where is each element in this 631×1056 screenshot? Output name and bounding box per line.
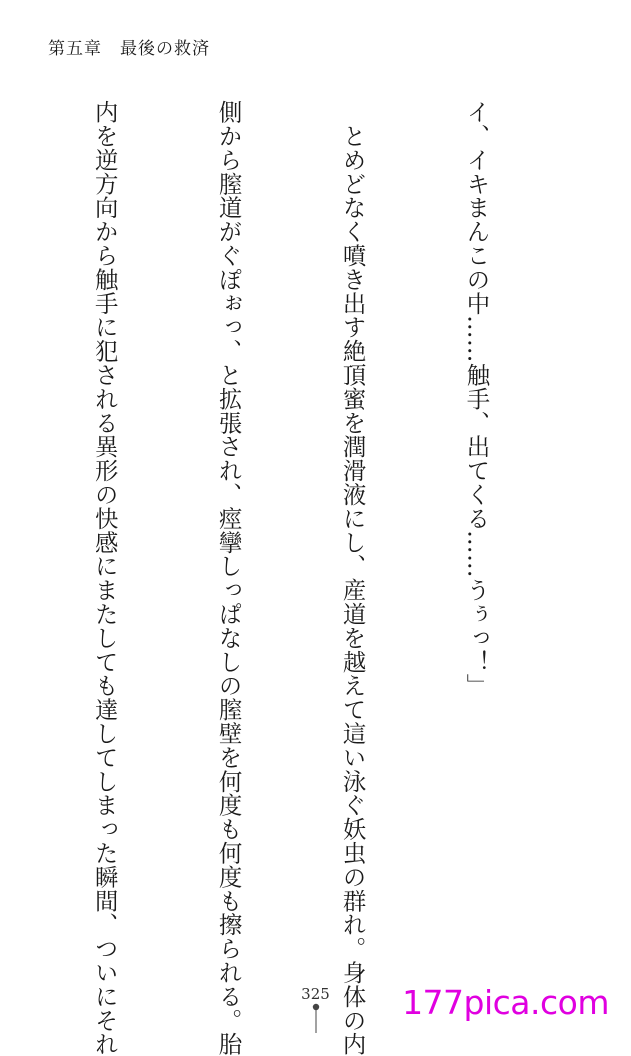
- page-marker-icon: [312, 1003, 320, 1033]
- text-line: 内を逆方向から触手に犯される異形の快感にまたしても達してしまった瞬間、ついにそれ: [90, 100, 119, 1056]
- text-line: [0, 100, 1, 950]
- page-number: 325: [301, 985, 330, 1003]
- text-line: 側から膣道がぐぽぉっ、と拡張され、痙攣しっぱなしの膣壁を何度も何度も擦られる。胎: [214, 100, 243, 1056]
- text-line: イ、イキまんこの中……触手、出てくる……うぅっ！」: [462, 100, 491, 698]
- text-line: とめどなく噴き出す絶頂蜜を潤滑液にし、産道を越えて這い泳ぐ妖虫の群れ。身体の内: [338, 100, 367, 1056]
- watermark-text: 177pica.com: [402, 983, 609, 1022]
- chapter-title: 第五章 最後の救済: [48, 39, 210, 59]
